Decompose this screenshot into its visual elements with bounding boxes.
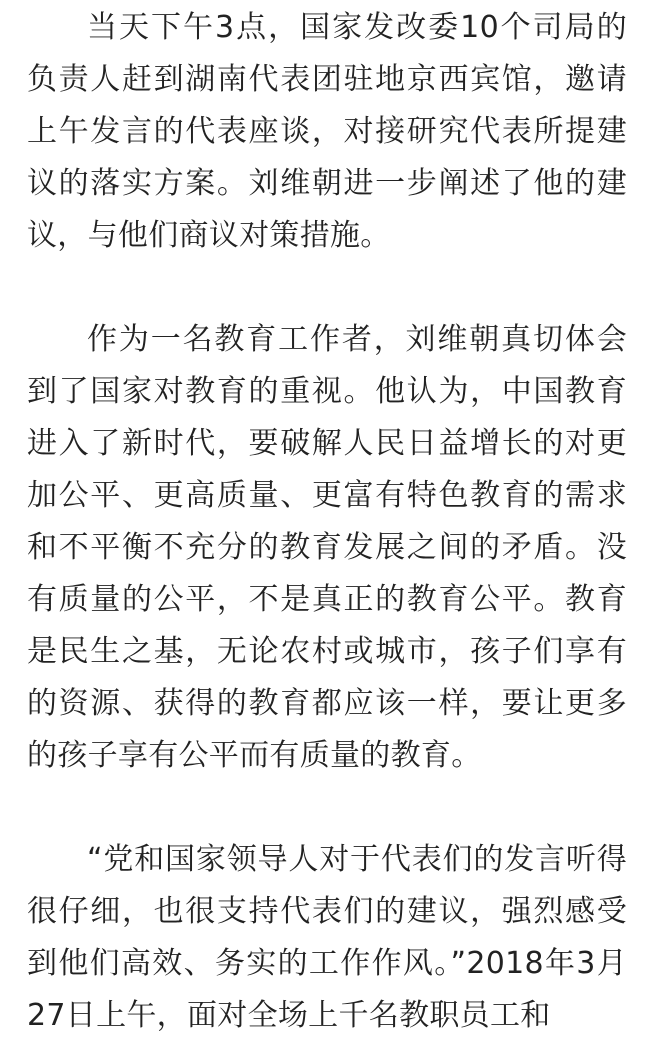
paragraph: 当天下午3点，国家发改委10个司局的负责人赶到湖南代表团驻地京西宾馆，邀请上午发言的代表座谈，对接研究代表所提建议的落实方案。刘维朝进一步阐述了他的建议，与他们商议对策措施。 <box>27 10 627 253</box>
paragraph: 作为一名教育工作者，刘维朝真切体会到了国家对教育的重视。他认为，中国教育进入了新时代，要破解人民日益增长的对更加公平、更高质量、更富有特色教育的需求和不平衡不充分的教育发展之间的矛盾。没有质量的公平，不是真正的教育公平。教育是民生之基，无论农村或城市，孩子们享有的资源、获得的教育都应该一样，要让更多的孩子享有公平而有质量的教育。 <box>27 322 627 773</box>
article-body <box>27 0 627 1042</box>
paragraph: “党和国家领导人对于代表们的发言听得很仔细，也很支持代表们的建议，强烈感受到他们高效、务实的工作作风。”2018年3月27日上午，面对全场上千名教职员工和 <box>27 842 627 1033</box>
